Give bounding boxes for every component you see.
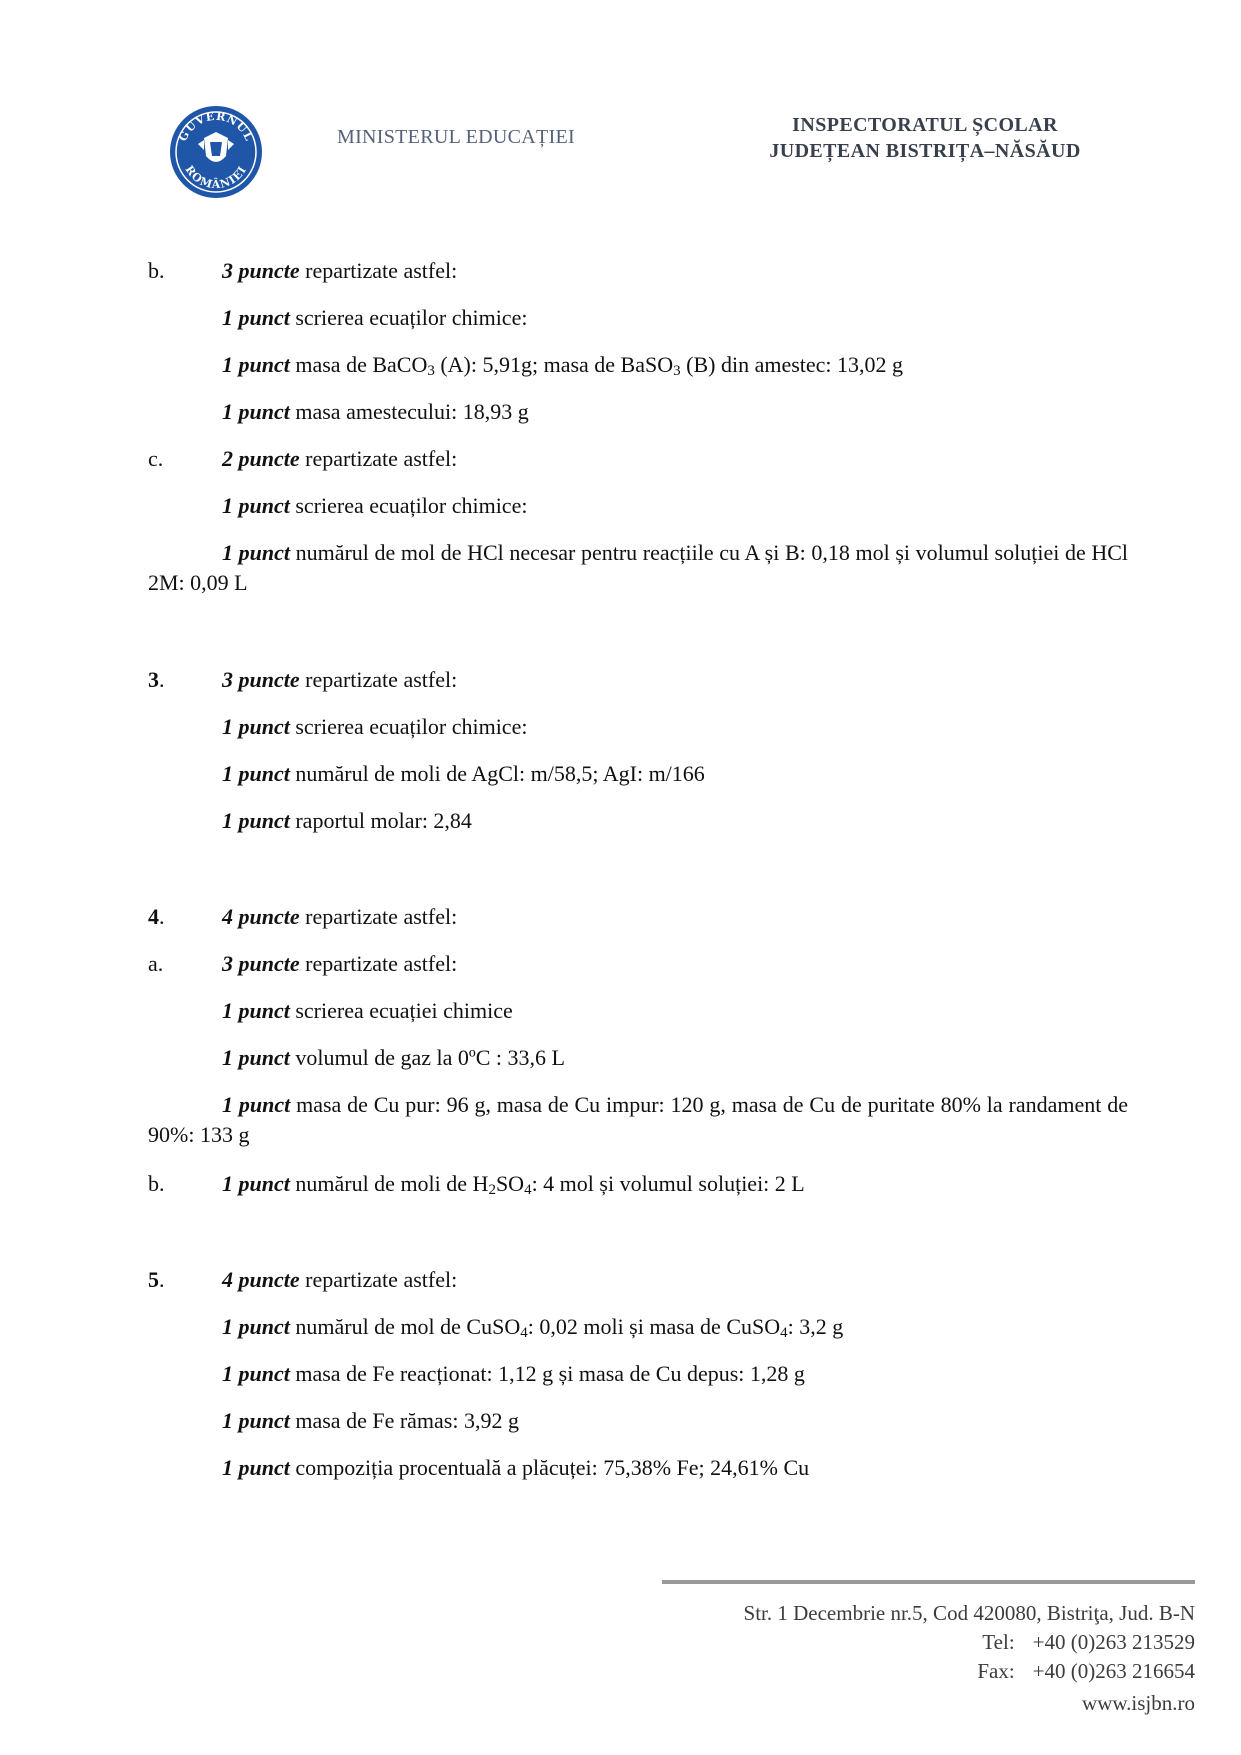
footer-tel: Tel: +40 (0)263 213529 [982, 1630, 1195, 1654]
svg-text:ROMÂNIEI: ROMÂNIEI [182, 163, 250, 192]
ministry-name: MINISTERUL EDUCAȚIEI [337, 126, 576, 148]
inspectorate-name [745, 112, 1105, 164]
svg-text:GUVERNUL: GUVERNUL [176, 109, 256, 144]
list-item: 1 punct masa de Cu pur: 96 g, masa de Cu impur: 120 g, masa de Cu de puritate 80% la randament de 90%: 133 g [148, 1092, 1129, 1147]
footer-divider [662, 1580, 1195, 1584]
footer-website[interactable]: www.isjbn.ro [1082, 1691, 1195, 1715]
government-logo [168, 104, 264, 200]
footer-fax: Fax: +40 (0)263 216654 [977, 1659, 1195, 1683]
inspectorate-line1: INSPECTORATUL ȘCOLAR [792, 114, 1058, 136]
page-header [0, 0, 1241, 200]
list-item: 1 punct numărul de mol de HCl necesar pentru reacțiile cu A și B: 0,18 mol și volumul soluției de HCl 2M: 0,09 L [148, 540, 1128, 595]
inspectorate-line2: JUDEȚEAN BISTRIȚA–NĂSĂUD [769, 140, 1081, 162]
footer-address: Str. 1 Decembrie nr.5, Cod 420080, Bistriţa, Jud. B-N [743, 1601, 1195, 1625]
